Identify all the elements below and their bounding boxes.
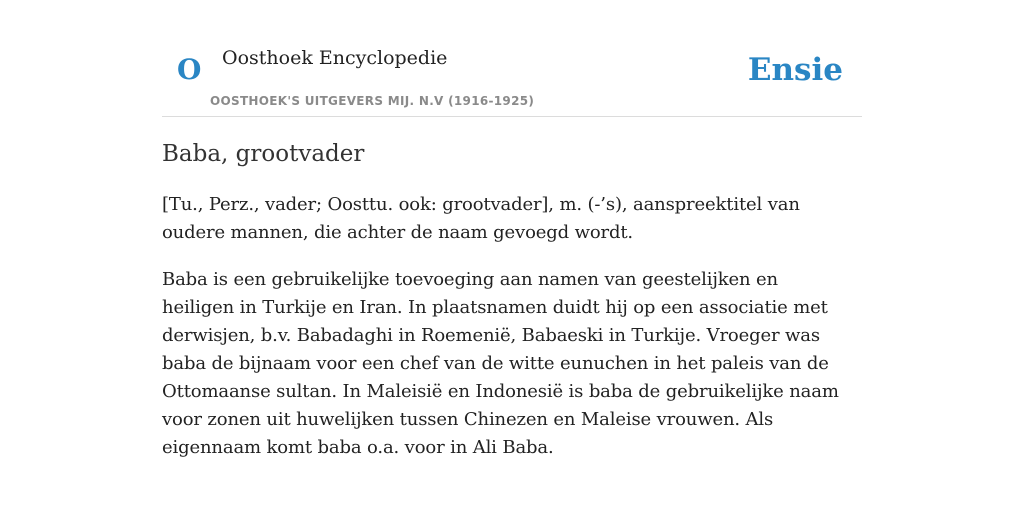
source-publisher: OOSTHOEK'S UITGEVERS MIJ. N.V (1916-1925) (210, 94, 535, 108)
entry-paragraph-body: Baba is een gebruikelijke toevoeging aan namen van geestelijken en heiligen in Turkije en Iran. In plaatsnamen duidt hij op een associatie met derwisjen, b.v. Babadaghi in Roemenië, Babaeski in Turkije. Vroeger was baba de bijnaam voor een chef van de witte eunuchen in het paleis van de Ottomaanse sultan. In Maleisië en Indonesië is baba de gebruikelijke naam voor zonen uit huwelijken tussen Chinezen en Maleise vrouwen. Als eigennaam komt baba o.a. voor in Ali Baba. (162, 269, 839, 458)
entry-paragraph-definition: [Tu., Perz., vader; Oosttu. ook: grootvader], m. (-’s), aanspreektitel van oudere mannen, die achter de naam gevoegd wordt. (162, 194, 800, 243)
entry-content (162, 138, 852, 481)
source-logo[interactable]: O (177, 53, 202, 86)
source-header (162, 0, 862, 117)
ensie-logo-link[interactable]: Ensie (747, 52, 843, 88)
entry-title: Baba, grootvader (162, 141, 365, 167)
source-title-link[interactable]: Oosthoek Encyclopedie (222, 47, 448, 69)
